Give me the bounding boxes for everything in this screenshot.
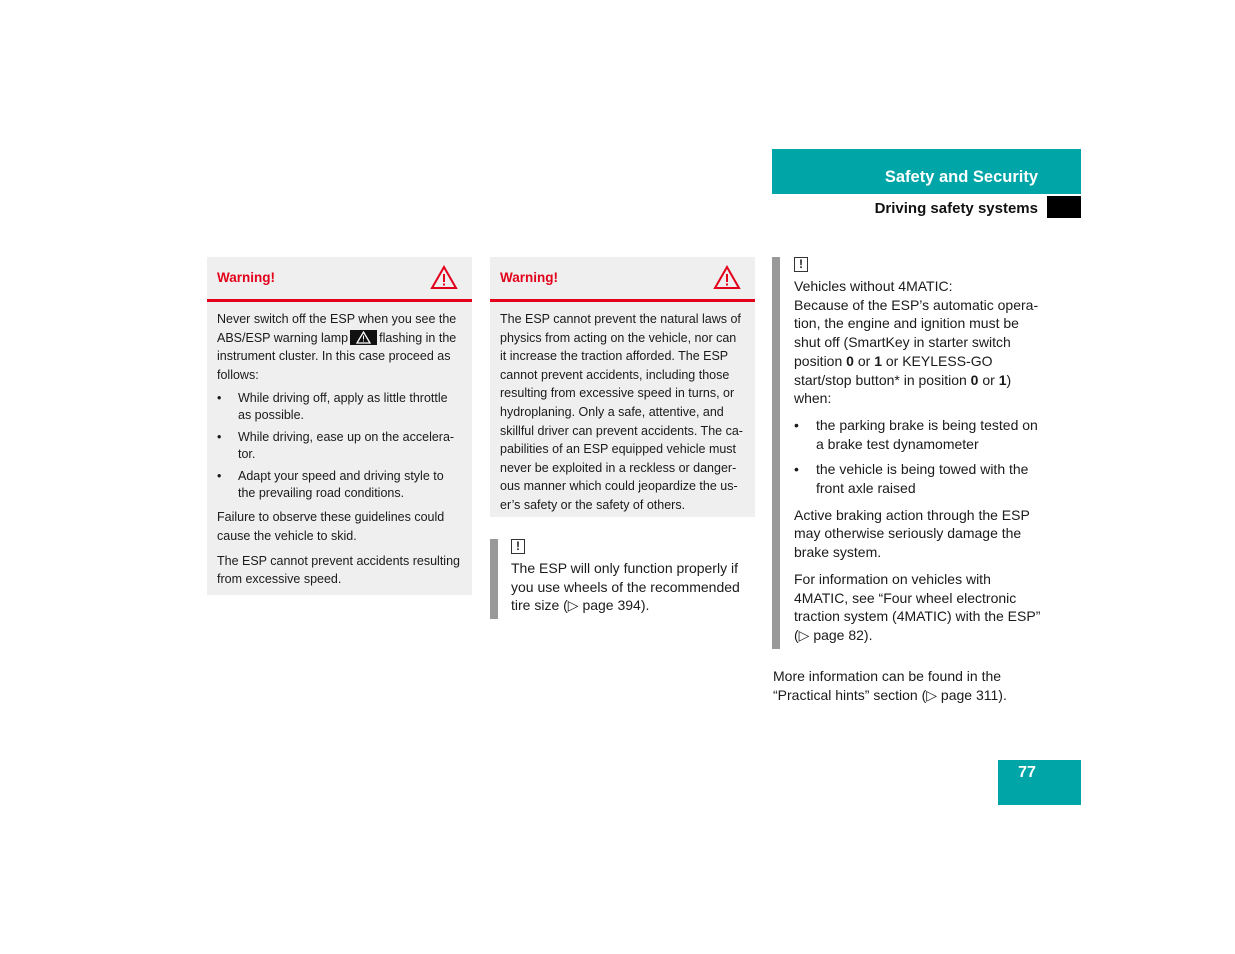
note-list	[794, 416, 1042, 498]
abs-esp-warning-lamp-icon	[350, 330, 377, 345]
warning-box-esp-limits	[490, 257, 755, 517]
warning-intro: Never switch off the ESP when you see the ABS/ESP warning lamp flashing in the instrument cluster. In this case proceed as follows:	[217, 312, 457, 382]
note-paragraph: Because of the ESP’s automatic opera-tion, the engine and ignition must be shut off (SmartKey in starter switch position 0 or 1 or KEYLESS-GO start/stop button* in position 0 or 1) when:	[794, 296, 1039, 407]
warning-body	[207, 302, 472, 603]
warning-paragraph: The ESP cannot prevent accidents resulting from excessive speed.	[217, 553, 460, 587]
list-item: • While driving off, apply as little throttle as possible.	[217, 390, 462, 424]
warning-label: Warning!	[500, 270, 558, 285]
note-body	[511, 559, 748, 615]
note-box-tire-size	[490, 539, 748, 619]
list-item: • the vehicle is being towed with the front axle raised	[794, 460, 1042, 497]
list-item: • While driving, ease up on the accelera-tor.	[217, 429, 462, 463]
note-exclamation-icon: !	[794, 257, 808, 272]
warning-header	[490, 257, 755, 302]
list-item: • the parking brake is being tested on a brake test dynamometer	[794, 416, 1042, 453]
note-paragraph: Active braking action through the ESP may otherwise seriously damage the brake system.	[794, 506, 1030, 561]
more-info-paragraph: More information can be found in the “Practical hints” section (▷ page 311).	[773, 668, 1007, 703]
section-marker	[1047, 196, 1081, 218]
note-exclamation-icon: !	[511, 539, 525, 554]
warning-triangle-icon	[713, 265, 741, 290]
note-box-4matic	[772, 257, 1042, 649]
note-paragraph: The ESP will only function properly if you use wheels of the recommended tire size (▷ page 394).	[511, 560, 740, 614]
page-number: 77	[1018, 764, 1036, 781]
section-title: Safety and Security	[884, 168, 1038, 186]
list-item: • Adapt your speed and driving style to the prevailing road conditions.	[217, 468, 462, 502]
note-body	[794, 277, 1042, 645]
subsection-title: Driving safety systems	[874, 200, 1038, 217]
warning-header	[207, 257, 472, 302]
warning-list	[217, 390, 462, 502]
note-paragraph: For information on vehicles with 4MATIC, see “Four wheel electronic traction system (4MATIC) with the ESP” (▷ page 82).	[794, 570, 1041, 643]
warning-paragraph: The ESP cannot prevent the natural laws of physics from acting on the vehicle, nor can it increase the traction afforded. The ESP cannot prevent accidents, including those resulting from excessive speed in turns, or hydroplaning. Only a safe, attentive, and skillful driver can prevent accidents. The ca-pabilities of an ESP equipped vehicle must never be exploited in a reckless or danger-ous manner which could jeopardize the us-er’s safety or the safety of others.	[500, 312, 743, 512]
warning-paragraph: Failure to observe these guidelines could cause the vehicle to skid.	[217, 510, 445, 543]
warning-triangle-icon	[430, 265, 458, 290]
warning-label: Warning!	[217, 270, 275, 285]
note-heading: Vehicles without 4MATIC:	[794, 278, 953, 294]
warning-body	[490, 302, 755, 529]
warning-box-esp-lamp	[207, 257, 472, 595]
